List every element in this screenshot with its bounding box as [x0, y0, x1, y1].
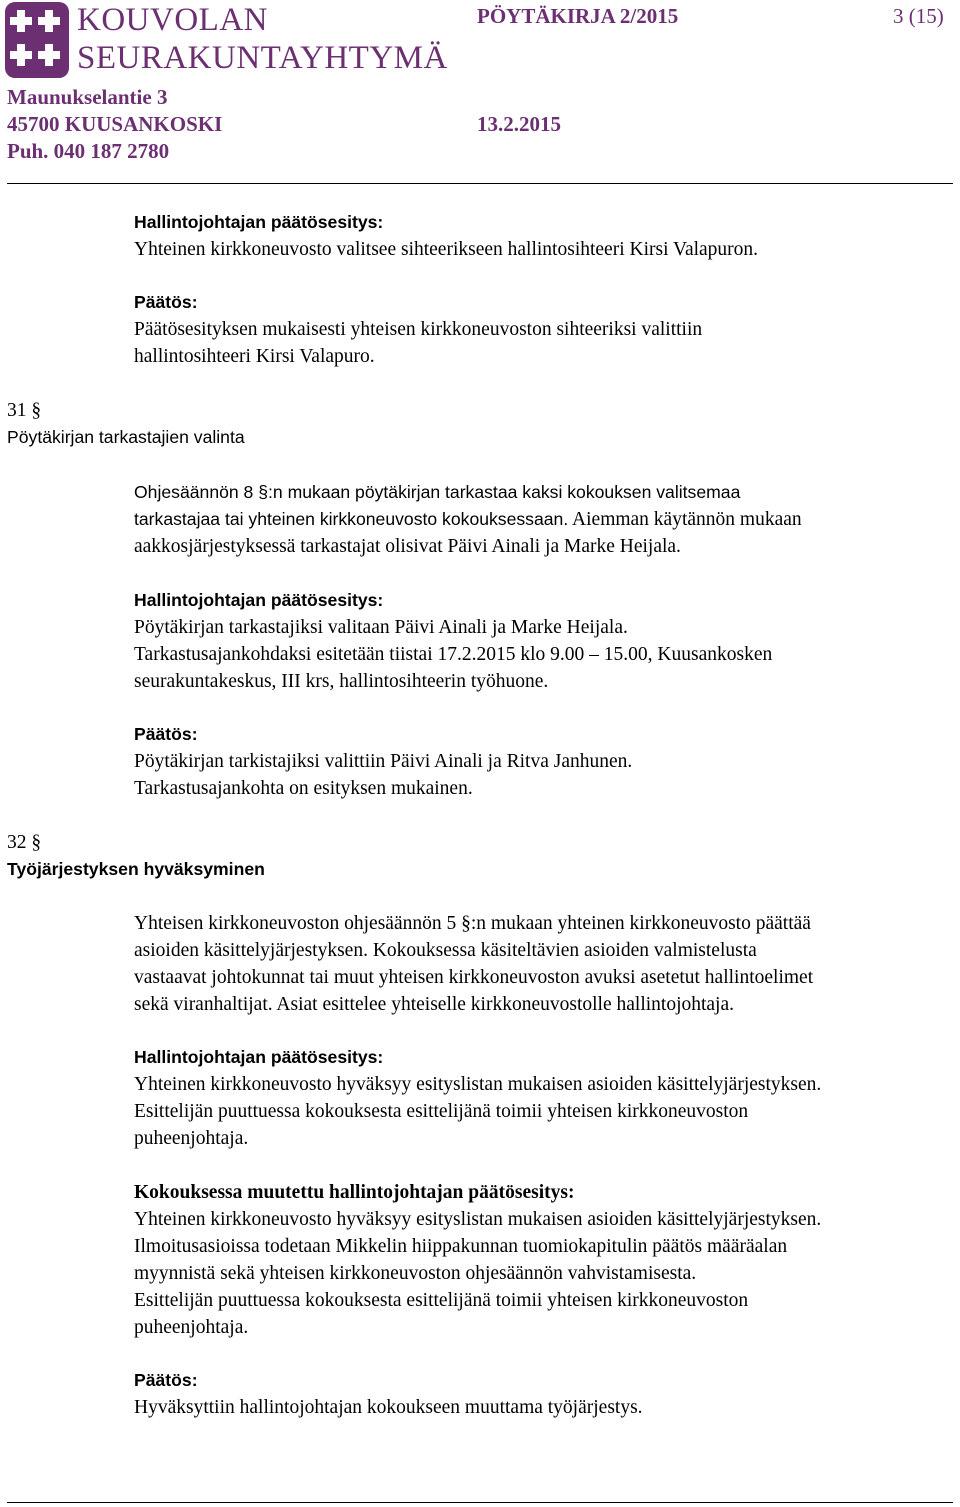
section-intro-line: sekä viranhaltijat. Asiat esittelee yhteiselle kirkkoneuvostolle hallintojohtaja.	[134, 994, 735, 1015]
proposal-heading: Hallintojohtajan päätösesitys:	[134, 212, 384, 232]
section-intro-text: Aiemman käytännön mukaan	[568, 509, 802, 530]
decision-text-line: Päätösesityksen mukaisesti yhteisen kirkkoneuvoston sihteeriksi valittiin	[134, 319, 703, 340]
header-divider	[7, 183, 953, 184]
section-intro-line	[134, 506, 802, 533]
decision-text-line: Tarkastusajankohta on esityksen mukainen.	[134, 778, 473, 799]
section-number: 31 §	[7, 400, 42, 421]
address-city: 45700 KUUSANKOSKI	[7, 112, 223, 136]
decision-heading: Päätös:	[134, 1370, 198, 1390]
changed-proposal-line: Yhteinen kirkkoneuvosto hyväksyy esityslistan mukaisen asioiden käsittelyjärjestyksen.	[134, 1209, 822, 1230]
proposal-text-line: Tarkastusajankohdaksi esitetään tiistai 17.2.2015 klo 9.00 – 15.00, Kuusankosken	[134, 644, 773, 665]
logo-text-seurakuntayhtyma: SEURAKUNTAYHTYMÄ	[77, 40, 448, 76]
changed-proposal-line: Esittelijän puuttuessa kokouksesta esittelijänä toimii yhteisen kirkkoneuvoston	[134, 1290, 749, 1311]
section-title: Pöytäkirjan tarkastajien valinta	[7, 427, 245, 447]
section-intro-line: Yhteisen kirkkoneuvoston ohjesäännön 5 §:n mukaan yhteinen kirkkoneuvosto päättää	[134, 913, 811, 934]
changed-proposal-heading: Kokouksessa muutettu hallintojohtajan päätösesitys:	[134, 1182, 575, 1203]
decision-heading: Päätös:	[134, 724, 198, 744]
proposal-heading: Hallintojohtajan päätösesitys:	[134, 1047, 384, 1067]
proposal-text-line: seurakuntakeskus, III krs, hallintosihteerin työhuone.	[134, 671, 549, 692]
proposal-text-line: puheenjohtaja.	[134, 1128, 249, 1149]
decision-text-line: hallintosihteeri Kirsi Valapuro.	[134, 346, 375, 367]
section-intro-line: vastaavat johtokunnat tai muut yhteisen kirkkoneuvoston avuksi asetetut hallintoelimet	[134, 967, 814, 988]
page-number: 3 (15)	[893, 4, 944, 28]
document-title: PÖYTÄKIRJA 2/2015	[477, 4, 679, 28]
proposal-text-line: Yhteinen kirkkoneuvosto hyväksyy esityslistan mukaisen asioiden käsittelyjärjestyksen.	[134, 1074, 822, 1095]
section-number: 32 §	[7, 832, 42, 853]
logo-text-kouvolan: KOUVOLAN	[77, 2, 268, 38]
address-street: Maunukselantie 3	[7, 85, 168, 109]
document-date: 13.2.2015	[477, 112, 561, 136]
proposal-text-line: Pöytäkirjan tarkastajiksi valitaan Päivi Ainali ja Marke Heijala.	[134, 617, 628, 638]
changed-proposal-line: myynnistä sekä yhteisen kirkkoneuvoston ohjesäännön vahvistamisesta.	[134, 1263, 697, 1284]
section-intro-line: aakkosjärjestyksessä tarkastajat olisivat Päivi Ainali ja Marke Heijala.	[134, 536, 681, 557]
proposal-text-line: Esittelijän puuttuessa kokouksesta esittelijänä toimii yhteisen kirkkoneuvoston	[134, 1101, 749, 1122]
section-title: Työjärjestyksen hyväksyminen	[7, 859, 265, 879]
phone-number: Puh. 040 187 2780	[7, 139, 170, 163]
decision-text-line: Pöytäkirjan tarkistajiksi valittiin Päivi Ainali ja Ritva Janhunen.	[134, 751, 633, 772]
proposal-text: Yhteinen kirkkoneuvosto valitsee sihteerikseen hallintosihteeri Kirsi Valapuron.	[134, 239, 759, 260]
footer-divider	[7, 1502, 953, 1503]
section-intro-line: asioiden käsittelyjärjestyksen. Kokouksessa käsiteltävien asioiden valmistelusta	[134, 940, 757, 961]
organization-logo	[5, 2, 448, 84]
section-intro-text: tarkastajaa tai yhteinen kirkkoneuvosto kokouksessaan.	[134, 509, 569, 529]
section-intro-line: Ohjesäännön 8 §:n mukaan pöytäkirjan tarkastaa kaksi kokouksen valitsemaa	[134, 482, 741, 502]
decision-heading: Päätös:	[134, 292, 198, 312]
changed-proposal-line: puheenjohtaja.	[134, 1317, 249, 1338]
decision-text-line: Hyväksyttiin hallintojohtajan kokoukseen muuttama työjärjestys.	[134, 1397, 643, 1418]
cross-emblem-icon	[5, 2, 69, 78]
proposal-heading: Hallintojohtajan päätösesitys:	[134, 590, 384, 610]
changed-proposal-line: Ilmoitusasioissa todetaan Mikkelin hiippakunnan tuomiokapitulin päätös määräalan	[134, 1236, 788, 1257]
